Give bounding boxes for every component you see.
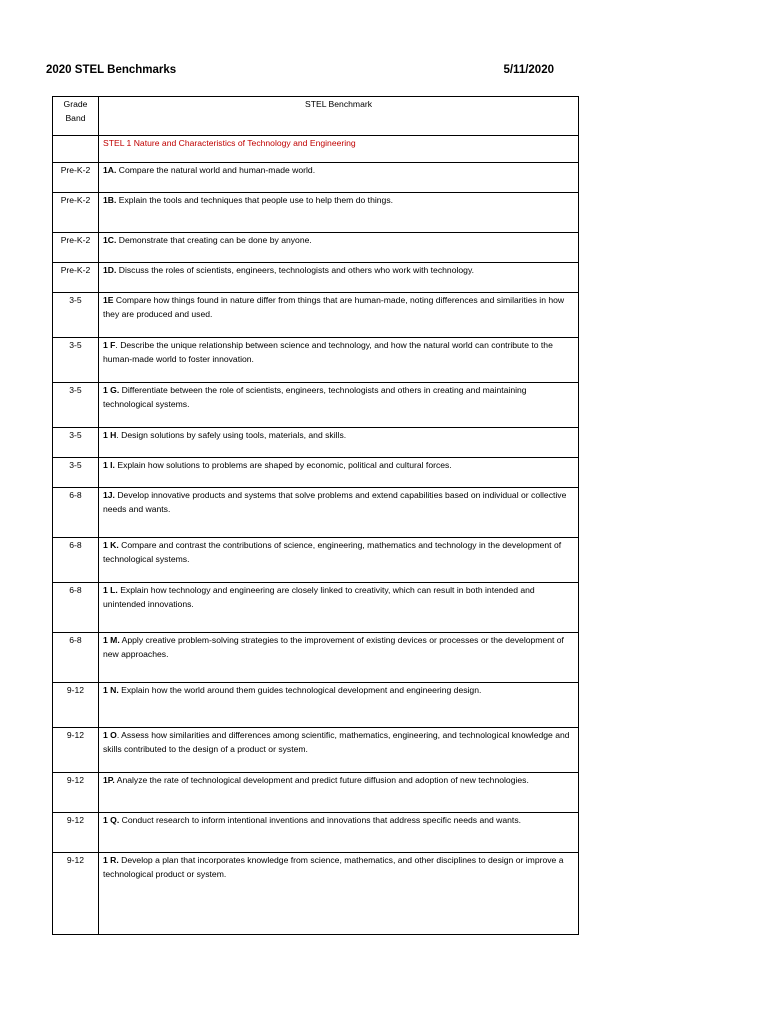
grade-band-cell: 3-5 xyxy=(53,293,99,338)
benchmark-text: Compare how things found in nature differ from things that are human-made, noting differences and similarities in how they are produced and used. xyxy=(103,295,565,319)
benchmark-code: 1P. xyxy=(103,775,115,785)
benchmark-code: 1 F xyxy=(103,340,116,350)
grade-band-cell: Pre-K-2 xyxy=(53,263,99,293)
benchmark-cell xyxy=(99,428,579,458)
table-row xyxy=(53,728,579,773)
benchmark-text: Conduct research to inform intentional inventions and innovations that address specific needs and wants. xyxy=(119,815,522,825)
grade-band-cell: 6-8 xyxy=(53,488,99,538)
benchmark-cell xyxy=(99,263,579,293)
table-row xyxy=(53,773,579,813)
benchmark-text: Develop a plan that incorporates knowledge from science, mathematics, and other disciplines to design or improve a technological product or system. xyxy=(103,855,564,879)
benchmark-code: 1J. xyxy=(103,490,115,500)
benchmark-code: 1 L. xyxy=(103,585,118,595)
benchmark-cell xyxy=(99,193,579,233)
benchmark-code: 1 K. xyxy=(103,540,119,550)
benchmark-text: Explain how technology and engineering are closely linked to creativity, which can result in both intended and unintended innovations. xyxy=(103,585,535,609)
grade-band-cell: Pre-K-2 xyxy=(53,163,99,193)
benchmark-cell xyxy=(99,458,579,488)
benchmark-text: Explain how solutions to problems are shaped by economic, political and cultural forces. xyxy=(114,460,452,470)
benchmark-header: STEL Benchmark xyxy=(99,97,579,136)
table-row xyxy=(53,683,579,728)
benchmark-code: 1D. xyxy=(103,265,117,275)
benchmark-text: Analyze the rate of technological development and predict future diffusion and adoption of new technologies. xyxy=(114,775,529,785)
benchmark-cell xyxy=(99,538,579,583)
grade-band-cell: 3-5 xyxy=(53,428,99,458)
benchmark-cell xyxy=(99,633,579,683)
table-row xyxy=(53,583,579,633)
grade-band-cell: 3-5 xyxy=(53,458,99,488)
benchmark-text: Apply creative problem-solving strategies to the improvement of existing devices or processes or the development of new approaches. xyxy=(103,635,564,659)
grade-band-cell: 3-5 xyxy=(53,383,99,428)
benchmark-cell xyxy=(99,773,579,813)
table-row xyxy=(53,813,579,853)
benchmark-code: 1 Q. xyxy=(103,815,120,825)
table-row xyxy=(53,538,579,583)
benchmark-code: 1 M. xyxy=(103,635,120,645)
benchmark-code: 1 H xyxy=(103,430,117,440)
section-row xyxy=(53,136,579,163)
benchmark-text: Compare the natural world and human-made world. xyxy=(116,165,316,175)
grade-band-cell: 9-12 xyxy=(53,728,99,773)
benchmark-code: 1 I. xyxy=(103,460,115,470)
grade-band-cell: 9-12 xyxy=(53,853,99,935)
table-row xyxy=(53,428,579,458)
section-grade-cell xyxy=(53,136,99,163)
grade-band-cell: 6-8 xyxy=(53,633,99,683)
grade-band-cell: 9-12 xyxy=(53,813,99,853)
benchmarks-table xyxy=(52,96,579,935)
benchmark-code: 1 G. xyxy=(103,385,120,395)
benchmark-cell xyxy=(99,488,579,538)
benchmark-text: . Describe the unique relationship between science and technology, and how the natural world can contribute to the human-made world to foster innovation. xyxy=(103,340,553,364)
benchmark-cell xyxy=(99,813,579,853)
benchmark-cell xyxy=(99,233,579,263)
table-row xyxy=(53,263,579,293)
benchmark-text: Develop innovative products and systems that solve problems and extend capabilities based on individual or collective needs and wants. xyxy=(103,490,567,514)
grade-band-cell: 9-12 xyxy=(53,683,99,728)
benchmark-code: 1A. xyxy=(103,165,117,175)
grade-band-cell: Pre-K-2 xyxy=(53,233,99,263)
grade-band-cell: Pre-K-2 xyxy=(53,193,99,233)
document-title: 2020 STEL Benchmarks xyxy=(46,64,177,76)
benchmark-cell xyxy=(99,583,579,633)
benchmark-cell xyxy=(99,293,579,338)
table-row xyxy=(53,458,579,488)
benchmark-text: Explain the tools and techniques that people use to help them do things. xyxy=(116,195,393,205)
benchmark-rows xyxy=(53,163,579,935)
table-row xyxy=(53,383,579,428)
benchmark-cell xyxy=(99,338,579,383)
benchmark-cell xyxy=(99,853,579,935)
benchmark-text: Discuss the roles of scientists, engineers, technologists and others who work with technology. xyxy=(116,265,474,275)
table-row xyxy=(53,338,579,383)
table-row xyxy=(53,163,579,193)
benchmark-text: Differentiate between the role of scientists, engineers, technologists and others in creating and maintaining technological systems. xyxy=(103,385,527,409)
grade-band-cell: 9-12 xyxy=(53,773,99,813)
table-row xyxy=(53,293,579,338)
table-row xyxy=(53,488,579,538)
benchmark-code: 1B. xyxy=(103,195,117,205)
benchmark-code: 1C. xyxy=(103,235,117,245)
benchmark-cell xyxy=(99,683,579,728)
benchmark-code: 1 R. xyxy=(103,855,119,865)
benchmark-cell xyxy=(99,383,579,428)
document-date: 5/11/2020 xyxy=(503,64,554,76)
benchmark-text: Compare and contrast the contributions of science, engineering, mathematics and technology in the development of technological systems. xyxy=(103,540,562,564)
grade-band-cell: 6-8 xyxy=(53,538,99,583)
section-title: STEL 1 Nature and Characteristics of Technology and Engineering xyxy=(99,136,579,163)
benchmark-cell xyxy=(99,728,579,773)
benchmark-cell xyxy=(99,163,579,193)
table-row xyxy=(53,633,579,683)
benchmark-text: . Design solutions by safely using tools, materials, and skills. xyxy=(116,430,347,440)
grade-band-cell: 6-8 xyxy=(53,583,99,633)
benchmark-code: 1 O xyxy=(103,730,117,740)
document-header xyxy=(46,64,554,76)
benchmark-text: Explain how the world around them guides technological development and engineering design. xyxy=(118,685,482,695)
benchmark-code: 1 N. xyxy=(103,685,119,695)
benchmark-text: Demonstrate that creating can be done by anyone. xyxy=(116,235,312,245)
table-header-row xyxy=(53,97,579,136)
table-row xyxy=(53,853,579,935)
grade-band-cell: 3-5 xyxy=(53,338,99,383)
benchmark-code: 1E xyxy=(103,295,114,305)
table-row xyxy=(53,193,579,233)
benchmark-text: . Assess how similarities and differences among scientific, mathematics, engineering, and technological knowledge and skills contributed to the design of a product or system. xyxy=(103,730,570,754)
grade-band-header: Grade Band xyxy=(53,97,99,136)
table-row xyxy=(53,233,579,263)
